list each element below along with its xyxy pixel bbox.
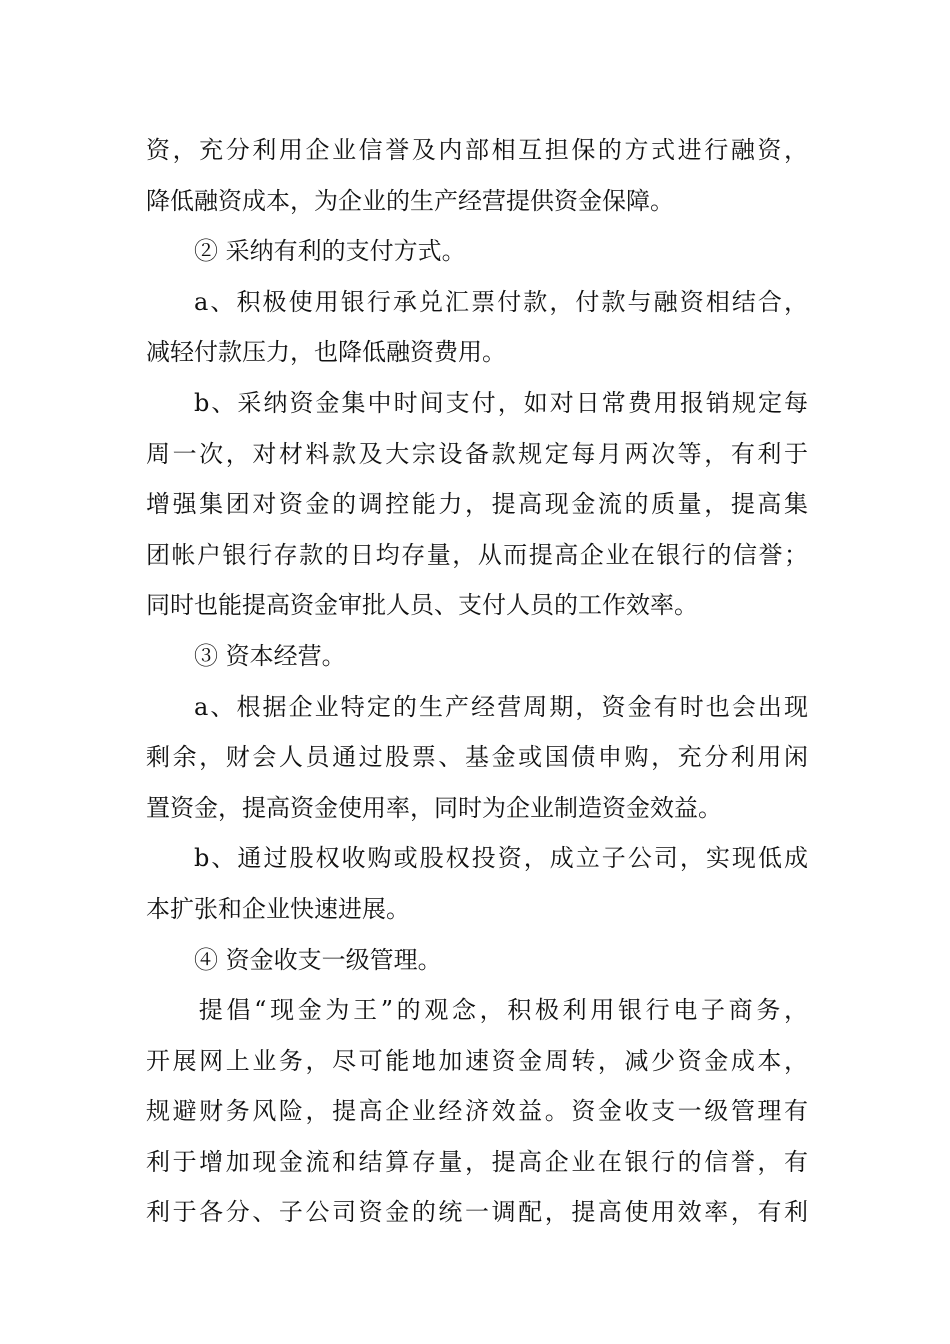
text-line: 利于增加现金流和结算存量，提高企业在银行的信誉，有 [146,1147,808,1176]
text-line: 减轻付款压力，也降低融资费用。 [146,338,506,367]
text-line: ② 采纳有利的支付方式。 [194,237,466,266]
text-line: 置资金，提高资金使用率，同时为企业制造资金效益。 [146,793,722,822]
text-line: b、通过股权收购或股权投资，成立子公司，实现低成 [194,844,808,873]
text-line: 剩余，财会人员通过股票、基金或国债申购，充分利用闲 [146,743,808,772]
text-line: b、采纳资金集中时间支付，如对日常费用报销规定每 [194,388,808,417]
text-line: a、积极使用银行承兑汇票付款，付款与融资相结合， [194,287,808,316]
text-line: 规避财务风险，提高企业经济效益。资金收支一级管理有 [146,1097,808,1126]
text-line: 增强集团对资金的调控能力，提高现金流的质量，提高集 [146,490,808,519]
text-line: 团帐户银行存款的日均存量，从而提高企业在银行的信誉； [146,540,808,569]
text-line: ④ 资金收支一级管理。 [194,945,442,974]
text-line: 降低融资成本，为企业的生产经营提供资金保障。 [146,186,674,215]
text-line: 周一次，对材料款及大宗设备款规定每月两次等，有利于 [146,439,808,468]
body-text [146,125,808,1238]
text-line: 本扩张和企业快速进展。 [146,894,410,923]
text-line: 开展网上业务，尽可能地加速资金周转，减少资金成本， [146,1046,808,1075]
text-line: a、根据企业特定的生产经营周期，资金有时也会出现 [194,692,808,721]
text-line: 利于各分、子公司资金的统一调配，提高使用效率，有利 [146,1198,808,1227]
text-line: 资，充分利用企业信誉及内部相互担保的方式进行融资， [146,136,808,164]
text-line: 提倡“现金为王”的观念，积极利用银行电子商务， [198,996,808,1025]
text-line: ③ 资本经营。 [194,641,346,670]
text-line: 同时也能提高资金审批人员、支付人员的工作效率。 [146,591,698,620]
